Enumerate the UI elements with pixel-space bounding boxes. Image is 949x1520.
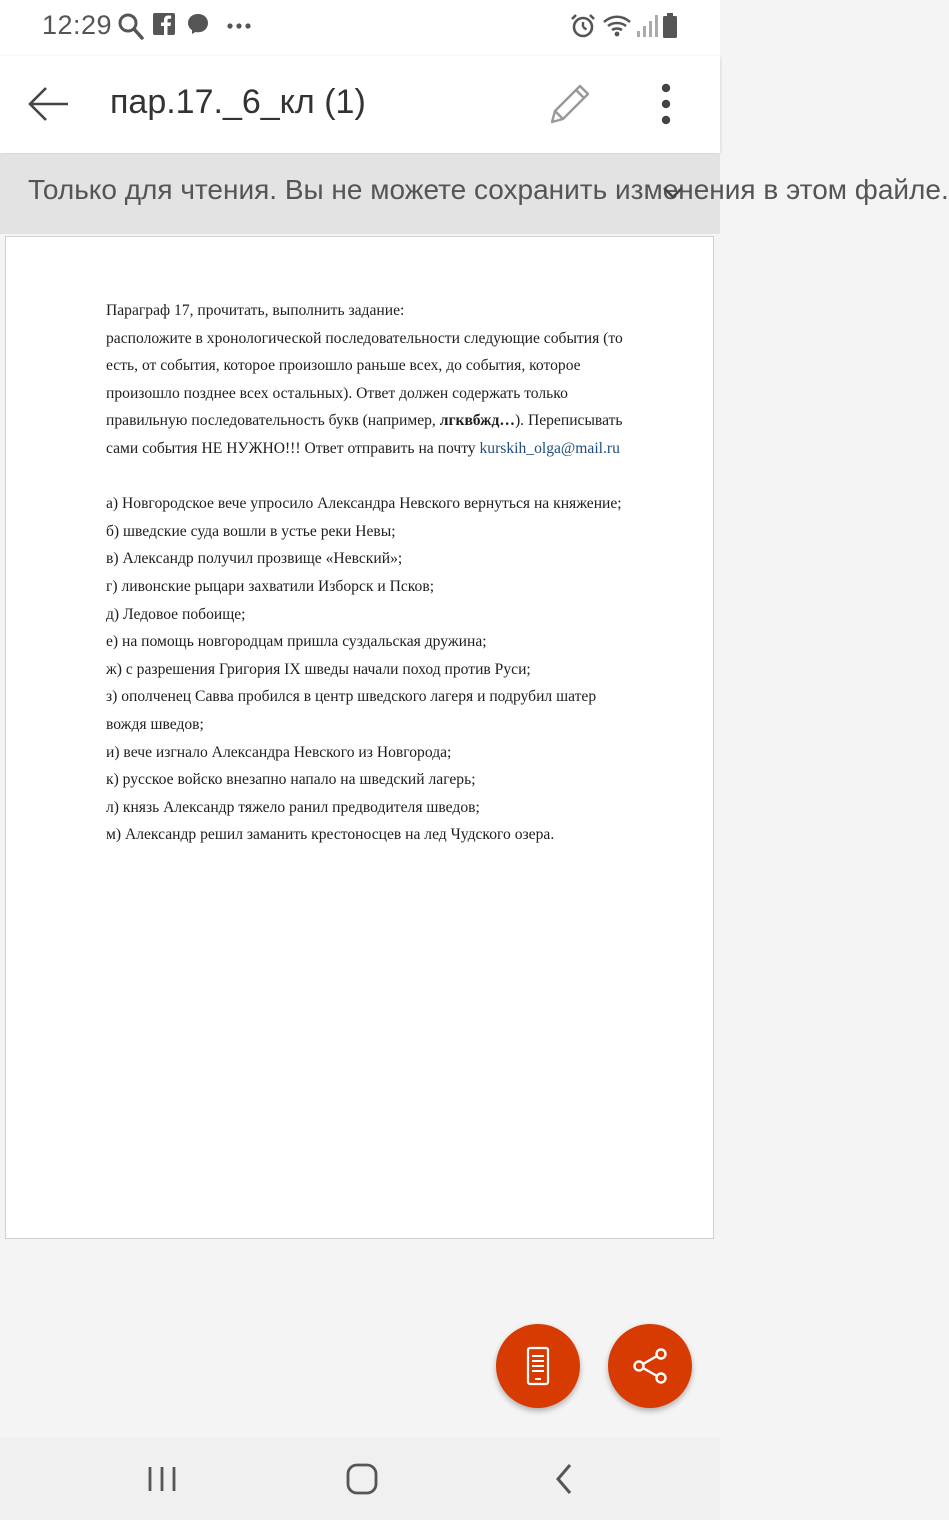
share-button[interactable] [608,1324,692,1408]
document-page[interactable] [5,236,714,1239]
banner-expand-button[interactable] [656,176,690,210]
pencil-icon [542,76,598,132]
vertical-dots-icon [648,76,684,132]
event-item: е) на помощь новгородцам пришла суздальская дружина; [106,633,487,651]
doc-line [106,435,676,463]
event-item: а) Новгородское вече упросило Александра Невского вернуться на княжение; [106,495,622,513]
event-item: б) шведские суда вошли в устье реки Невы; [106,522,396,540]
event-item: д) Ледовое побоище; [106,605,246,623]
document-title: пар.17._6_кл (1) [110,83,366,121]
event-item: г) ливонские рыцари захватили Изборск и Псков; [106,577,435,595]
mobile-view-icon [518,1346,558,1386]
messenger-icon [186,12,210,41]
event-item: л) князь Александр тяжело ранил предводителя шведов; [106,798,480,816]
event-item: к) русское войско внезапно напало на шведский лагерь; [106,771,476,789]
doc-text: ). Переписывать [514,412,623,430]
doc-line: Параграф 17, прочитать, выполнить задание: [106,302,405,319]
event-item: и) вече изгнало Александра Невского из Новгорода; [106,743,452,761]
recents-button[interactable] [140,1457,184,1501]
more-options-button[interactable] [648,76,684,132]
paragraph-gap [106,463,676,491]
app-bar [0,56,720,153]
share-icon [630,1346,670,1386]
system-nav-bar [0,1437,720,1520]
wifi-icon [602,13,632,44]
chevron-down-icon [656,176,690,210]
status-time: 12:29 [42,10,113,40]
mobile-view-button[interactable] [496,1324,580,1408]
back-chevron-icon [542,1457,586,1501]
alarm-icon [570,13,596,44]
event-item: м) Александр решил заманить крестоносцев на лед Чудского озера. [106,826,555,844]
doc-line [106,407,676,435]
document-body [106,297,676,849]
doc-line: расположите в хронологической последовательности следующие события (то [106,329,623,347]
recents-icon [140,1457,184,1501]
arrow-left-icon [24,78,76,130]
edit-button[interactable] [542,76,598,132]
read-only-banner[interactable] [0,154,949,234]
doc-line: есть, от события, которое произошло раньше всех, до события, которое [106,357,581,375]
home-button[interactable] [340,1457,384,1501]
doc-text: правильную последовательность букв (например, [106,412,440,430]
signal-icon [636,14,658,43]
doc-text: сами события НЕ НУЖНО!!! Ответ отправить на почту [106,439,480,457]
nav-back-button[interactable] [542,1457,586,1501]
back-button[interactable] [24,78,76,130]
example-answer: лгквбжд… [439,412,515,430]
more-notifications-icon [226,14,252,43]
email-link[interactable]: kurskih_olga@mail.ru [479,439,620,457]
event-item: ж) с разрешения Григория IX шведы начали поход против Руси; [106,660,531,678]
event-item: вождя шведов; [106,715,204,733]
read-only-banner-text: Только для чтения. Вы не можете сохранить изменения в этом файле. [28,174,949,205]
home-icon [340,1457,384,1501]
battery-icon [662,13,678,44]
status-bar [0,0,720,56]
doc-line: произошло позднее всех остальных). Ответ должен содержать только [106,384,568,402]
event-item: з) ополченец Савва пробился в центр шведского лагеря и подрубил шатер [106,688,597,706]
facebook-icon [153,12,175,41]
event-item: в) Александр получил прозвище «Невский»; [106,550,403,568]
search-icon [118,12,144,45]
